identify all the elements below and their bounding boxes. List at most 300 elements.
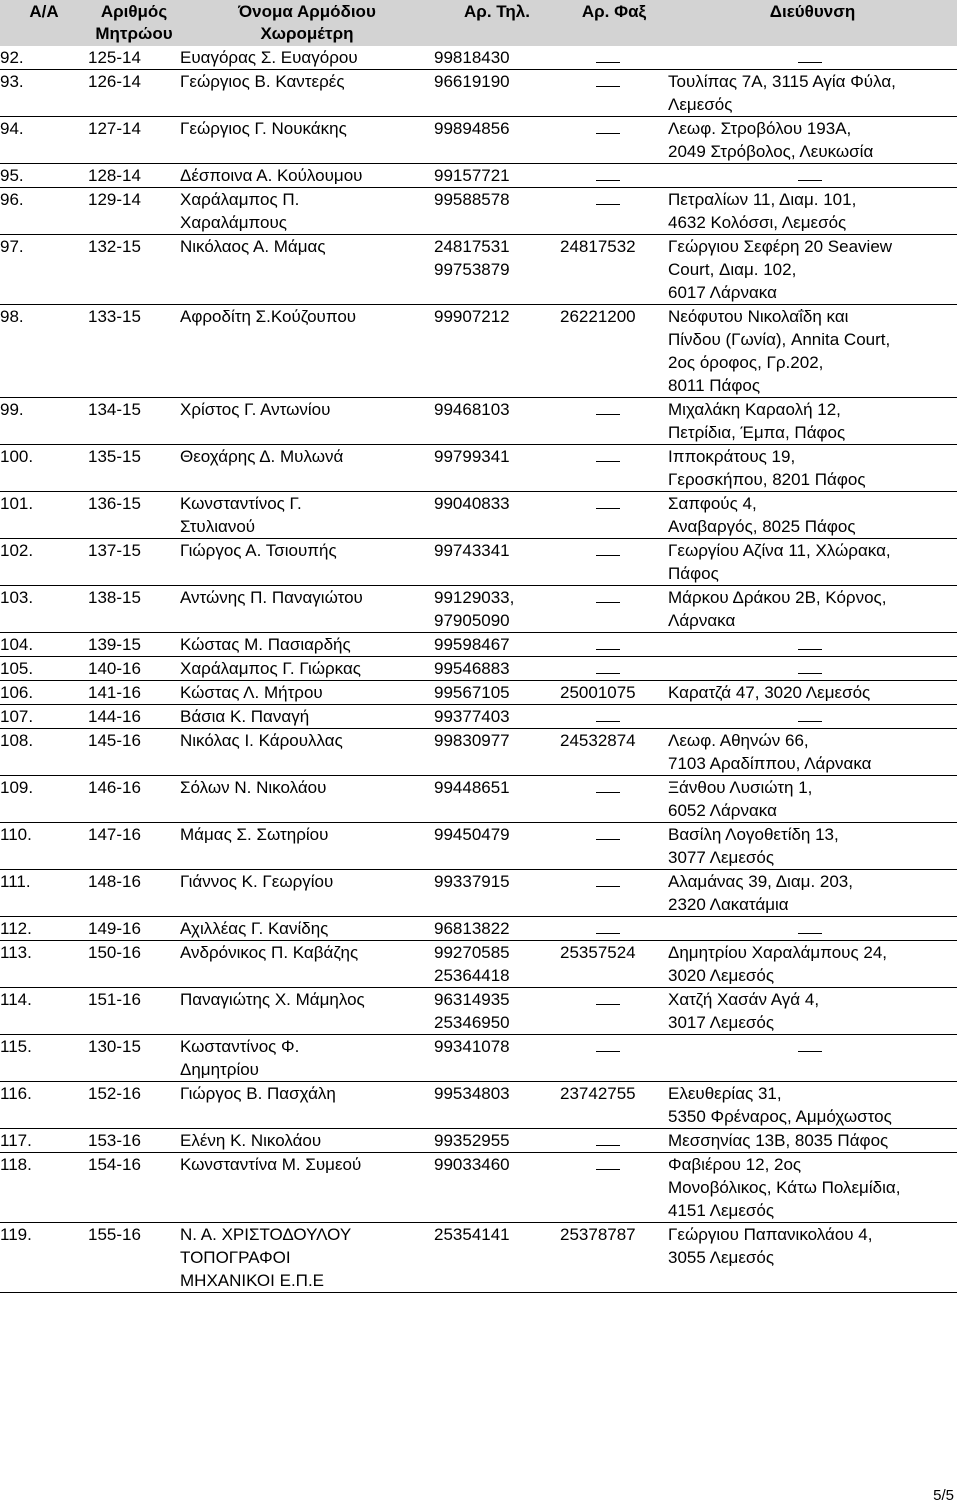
empty-field-line bbox=[596, 917, 620, 934]
telephone-line: 99337915 bbox=[434, 872, 510, 891]
telephone-cell bbox=[434, 586, 560, 633]
table-row bbox=[0, 1223, 957, 1293]
address-line: 5350 Φρέναρος, Αμμόχωστος bbox=[668, 1107, 892, 1126]
telephone-line: 96314935 bbox=[434, 990, 510, 1009]
telephone-line: 99588578 bbox=[434, 190, 510, 209]
address-line: Τουλίπας 7Α, 3115 Αγία Φύλα, bbox=[668, 72, 896, 91]
telephone-line: 99818430 bbox=[434, 48, 510, 67]
telephone-cell bbox=[434, 870, 560, 917]
empty-field-line bbox=[596, 117, 620, 134]
telephone-line: 24817531 bbox=[434, 237, 510, 256]
row-number-cell: 105. bbox=[0, 657, 88, 681]
telephone-line: 99341078 bbox=[434, 1037, 510, 1056]
row-number-cell: 119. bbox=[0, 1223, 88, 1293]
registry-number-cell: 138-15 bbox=[88, 586, 180, 633]
table-row bbox=[0, 681, 957, 705]
address-cell bbox=[668, 705, 957, 729]
surveyor-name-line: Κώστας Μ. Πασιαρδής bbox=[180, 635, 351, 654]
empty-field-line bbox=[596, 988, 620, 1005]
surveyor-name-line: Βάσια Κ. Παναγή bbox=[180, 707, 310, 726]
empty-field-line bbox=[596, 164, 620, 181]
fax-cell bbox=[560, 1153, 668, 1223]
empty-field-line bbox=[798, 46, 822, 63]
address-line: 2320 Λακατάμια bbox=[668, 895, 789, 914]
address-cell bbox=[668, 235, 957, 305]
telephone-cell bbox=[434, 941, 560, 988]
fax-cell bbox=[560, 776, 668, 823]
table-row bbox=[0, 305, 957, 398]
table-header bbox=[0, 0, 957, 46]
surveyor-name-cell bbox=[180, 117, 434, 164]
fax-cell bbox=[560, 46, 668, 70]
table-row bbox=[0, 1153, 957, 1223]
empty-field-line bbox=[798, 633, 822, 650]
address-line: Γεώργιου Σεφέρη 20 Seaview bbox=[668, 237, 893, 256]
telephone-cell bbox=[434, 70, 560, 117]
surveyor-name-line: Δημητρίου bbox=[180, 1060, 259, 1079]
empty-field-line bbox=[596, 870, 620, 887]
telephone-line: 25364418 bbox=[434, 966, 510, 985]
surveyor-name-line: Χρίστος Γ. Αντωνίου bbox=[180, 400, 331, 419]
registry-number-cell: 152-16 bbox=[88, 1082, 180, 1129]
address-line: 3055 Λεμεσός bbox=[668, 1248, 775, 1267]
address-line: 4151 Λεμεσός bbox=[668, 1201, 775, 1220]
table-row bbox=[0, 729, 957, 776]
row-number-cell: 101. bbox=[0, 492, 88, 539]
table-row bbox=[0, 492, 957, 539]
header-surveyor-name: Όνομα Αρμόδιου Χωρομέτρη bbox=[180, 0, 434, 46]
fax-line: 25001075 bbox=[560, 683, 636, 702]
surveyor-name-line: Δέσποινα Α. Κούλουμου bbox=[180, 166, 363, 185]
telephone-cell bbox=[434, 1082, 560, 1129]
surveyor-name-cell bbox=[180, 445, 434, 492]
address-cell bbox=[668, 46, 957, 70]
fax-cell bbox=[560, 164, 668, 188]
telephone-line: 99377403 bbox=[434, 707, 510, 726]
fax-cell bbox=[560, 235, 668, 305]
surveyor-name-cell bbox=[180, 633, 434, 657]
surveyor-name-line: Μάμας Σ. Σωτηρίου bbox=[180, 825, 329, 844]
telephone-cell bbox=[434, 917, 560, 941]
address-cell bbox=[668, 492, 957, 539]
surveyor-name-line: Στυλιανού bbox=[180, 517, 256, 536]
telephone-cell bbox=[434, 398, 560, 445]
row-number-cell: 109. bbox=[0, 776, 88, 823]
registry-number-cell: 141-16 bbox=[88, 681, 180, 705]
telephone-line: 96813822 bbox=[434, 919, 510, 938]
address-line: Πάφος bbox=[668, 564, 719, 583]
surveyor-name-line: Γεώργιος Β. Καντερές bbox=[180, 72, 345, 91]
row-number-cell: 106. bbox=[0, 681, 88, 705]
fax-cell bbox=[560, 1035, 668, 1082]
telephone-line: 25354141 bbox=[434, 1225, 510, 1244]
surveyor-name-line: Κώστας Λ. Μήτρου bbox=[180, 683, 323, 702]
registry-number-cell: 129-14 bbox=[88, 188, 180, 235]
address-cell bbox=[668, 870, 957, 917]
surveyor-name-cell bbox=[180, 1129, 434, 1153]
address-line: Λάρνακα bbox=[668, 611, 736, 630]
surveyor-name-cell bbox=[180, 917, 434, 941]
telephone-cell bbox=[434, 823, 560, 870]
surveyor-name-line: Χαράλαμπος Γ. Γιώρκας bbox=[180, 659, 361, 678]
page-number: 5/5 bbox=[933, 1487, 954, 1504]
empty-field-line bbox=[798, 917, 822, 934]
table-row bbox=[0, 117, 957, 164]
telephone-line: 99799341 bbox=[434, 447, 510, 466]
row-number-cell: 111. bbox=[0, 870, 88, 917]
telephone-line: 99352955 bbox=[434, 1131, 510, 1150]
surveyor-name-cell bbox=[180, 164, 434, 188]
empty-field-line bbox=[798, 1035, 822, 1052]
table-row bbox=[0, 823, 957, 870]
table-row bbox=[0, 1082, 957, 1129]
fax-cell bbox=[560, 633, 668, 657]
table-row bbox=[0, 46, 957, 70]
telephone-cell bbox=[434, 188, 560, 235]
header-telephone: Αρ. Τηλ. bbox=[434, 0, 560, 46]
row-number-cell: 103. bbox=[0, 586, 88, 633]
address-cell bbox=[668, 305, 957, 398]
address-line: Βασίλη Λογοθετίδη 13, bbox=[668, 825, 839, 844]
surveyor-name-line: Ανδρόνικος Π. Καβάζης bbox=[180, 943, 359, 962]
registry-number-cell: 137-15 bbox=[88, 539, 180, 586]
row-number-cell: 98. bbox=[0, 305, 88, 398]
surveyor-name-cell bbox=[180, 1223, 434, 1293]
table-row bbox=[0, 988, 957, 1035]
surveyor-name-cell bbox=[180, 188, 434, 235]
telephone-line: 99450479 bbox=[434, 825, 510, 844]
table-row bbox=[0, 633, 957, 657]
address-cell bbox=[668, 657, 957, 681]
table-row bbox=[0, 188, 957, 235]
fax-cell bbox=[560, 305, 668, 398]
empty-field-line bbox=[596, 823, 620, 840]
registry-number-cell: 125-14 bbox=[88, 46, 180, 70]
address-cell bbox=[668, 1082, 957, 1129]
telephone-cell bbox=[434, 235, 560, 305]
fax-cell bbox=[560, 70, 668, 117]
surveyor-name-cell bbox=[180, 705, 434, 729]
telephone-line: 99907212 bbox=[434, 307, 510, 326]
telephone-cell bbox=[434, 657, 560, 681]
surveyor-name-line: Κωσταντίνος Φ. bbox=[180, 1037, 300, 1056]
address-line: 3020 Λεμεσός bbox=[668, 966, 775, 985]
telephone-line: 99129033, bbox=[434, 588, 515, 607]
surveyor-name-line: Χαραλάμπους bbox=[180, 213, 287, 232]
header-fax: Αρ. Φαξ bbox=[560, 0, 668, 46]
address-line: Μιχαλάκη Καραολή 12, bbox=[668, 400, 841, 419]
address-line: Λεωφ. Στροβόλου 193Α, bbox=[668, 119, 852, 138]
telephone-line: 97905090 bbox=[434, 611, 510, 630]
surveyor-name-line: Γιώργος Α. Τσιουπής bbox=[180, 541, 337, 560]
address-line: Ελευθερίας 31, bbox=[668, 1084, 782, 1103]
surveyor-name-cell bbox=[180, 1082, 434, 1129]
surveyor-name-line: Νικόλαος Α. Μάμας bbox=[180, 237, 326, 256]
header-address: Διεύθυνση bbox=[668, 0, 957, 46]
row-number-cell: 108. bbox=[0, 729, 88, 776]
address-cell bbox=[668, 729, 957, 776]
table-row bbox=[0, 586, 957, 633]
registry-number-cell: 133-15 bbox=[88, 305, 180, 398]
address-cell bbox=[668, 941, 957, 988]
table-row bbox=[0, 539, 957, 586]
address-line: 3077 Λεμεσός bbox=[668, 848, 775, 867]
address-cell bbox=[668, 539, 957, 586]
surveyor-name-cell bbox=[180, 1035, 434, 1082]
row-number-cell: 92. bbox=[0, 46, 88, 70]
telephone-line: 99534803 bbox=[434, 1084, 510, 1103]
address-line: Γεροσκήπου, 8201 Πάφος bbox=[668, 470, 866, 489]
surveyor-name-cell bbox=[180, 586, 434, 633]
address-line: 8011 Πάφος bbox=[668, 376, 761, 395]
telephone-line: 99830977 bbox=[434, 731, 510, 750]
surveyor-name-cell bbox=[180, 398, 434, 445]
telephone-cell bbox=[434, 988, 560, 1035]
surveyor-name-line: ΜΗΧΑΝΙΚΟΙ Ε.Π.Ε bbox=[180, 1271, 325, 1290]
telephone-cell bbox=[434, 46, 560, 70]
fax-cell bbox=[560, 870, 668, 917]
surveyor-name-line: Αντώνης Π. Παναγιώτου bbox=[180, 588, 363, 607]
surveyor-name-line: Παναγιώτης Χ. Μάμηλος bbox=[180, 990, 365, 1009]
registry-number-cell: 140-16 bbox=[88, 657, 180, 681]
address-line: 2049 Στρόβολος, Λευκωσία bbox=[668, 142, 874, 161]
surveyor-name-cell bbox=[180, 235, 434, 305]
address-line: Αναβαργός, 8025 Πάφος bbox=[668, 517, 856, 536]
surveyor-name-line: Χαράλαμπος Π. bbox=[180, 190, 300, 209]
registry-number-cell: 148-16 bbox=[88, 870, 180, 917]
address-line: Καρατζά 47, 3020 Λεμεσός bbox=[668, 683, 871, 702]
fax-line: 23742755 bbox=[560, 1084, 636, 1103]
empty-field-line bbox=[798, 705, 822, 722]
telephone-line: 99468103 bbox=[434, 400, 510, 419]
address-line: Λεμεσός bbox=[668, 95, 733, 114]
table-body bbox=[0, 46, 957, 1293]
address-cell bbox=[668, 188, 957, 235]
telephone-line: 99546883 bbox=[434, 659, 510, 678]
address-line: Δημητρίου Χαραλάμπους 24, bbox=[668, 943, 888, 962]
table-row bbox=[0, 1129, 957, 1153]
empty-field-line bbox=[596, 776, 620, 793]
table-row bbox=[0, 70, 957, 117]
row-number-cell: 107. bbox=[0, 705, 88, 729]
empty-field-line bbox=[596, 539, 620, 556]
row-number-cell: 104. bbox=[0, 633, 88, 657]
telephone-cell bbox=[434, 705, 560, 729]
address-cell bbox=[668, 117, 957, 164]
fax-cell bbox=[560, 941, 668, 988]
empty-field-line bbox=[596, 46, 620, 63]
fax-cell bbox=[560, 445, 668, 492]
telephone-cell bbox=[434, 729, 560, 776]
row-number-cell: 94. bbox=[0, 117, 88, 164]
fax-cell bbox=[560, 1223, 668, 1293]
telephone-line: 99743341 bbox=[434, 541, 510, 560]
row-number-cell: 96. bbox=[0, 188, 88, 235]
address-line: 6052 Λάρνακα bbox=[668, 801, 777, 820]
surveyor-name-line: Νικόλας Ι. Κάρουλλας bbox=[180, 731, 343, 750]
telephone-line: 99598467 bbox=[434, 635, 510, 654]
telephone-line: 99567105 bbox=[434, 683, 510, 702]
surveyor-name-line: Κωνσταντίνα Μ. Συμεού bbox=[180, 1155, 362, 1174]
fax-line: 24532874 bbox=[560, 731, 636, 750]
surveyor-name-cell bbox=[180, 776, 434, 823]
surveyor-name-cell bbox=[180, 70, 434, 117]
telephone-cell bbox=[434, 117, 560, 164]
empty-field-line bbox=[798, 164, 822, 181]
registry-number-cell: 155-16 bbox=[88, 1223, 180, 1293]
fax-line: 26221200 bbox=[560, 307, 636, 326]
address-line: Ιπποκράτους 19, bbox=[668, 447, 796, 466]
registry-number-cell: 134-15 bbox=[88, 398, 180, 445]
telephone-cell bbox=[434, 681, 560, 705]
surveyor-name-cell bbox=[180, 941, 434, 988]
surveyor-name-cell bbox=[180, 539, 434, 586]
registry-number-cell: 128-14 bbox=[88, 164, 180, 188]
telephone-line: 99448651 bbox=[434, 778, 510, 797]
address-cell bbox=[668, 70, 957, 117]
address-cell bbox=[668, 1223, 957, 1293]
address-cell bbox=[668, 445, 957, 492]
table-row bbox=[0, 705, 957, 729]
telephone-line: 96619190 bbox=[434, 72, 510, 91]
telephone-line: 99157721 bbox=[434, 166, 510, 185]
surveyor-name-cell bbox=[180, 657, 434, 681]
address-line: Αλαμάνας 39, Διαμ. 203, bbox=[668, 872, 853, 891]
registry-number-cell: 146-16 bbox=[88, 776, 180, 823]
surveyor-name-cell bbox=[180, 988, 434, 1035]
fax-line: 24817532 bbox=[560, 237, 636, 256]
empty-field-line bbox=[596, 586, 620, 603]
telephone-cell bbox=[434, 539, 560, 586]
table-row bbox=[0, 164, 957, 188]
registry-number-cell: 149-16 bbox=[88, 917, 180, 941]
address-line: Μονοβόλικος, Κάτω Πολεμίδια, bbox=[668, 1178, 901, 1197]
address-line: Μεσσηνίας 13Β, 8035 Πάφος bbox=[668, 1131, 889, 1150]
surveyor-name-cell bbox=[180, 1153, 434, 1223]
empty-field-line bbox=[596, 633, 620, 650]
telephone-line: 99753879 bbox=[434, 260, 510, 279]
address-cell bbox=[668, 1153, 957, 1223]
table-row bbox=[0, 657, 957, 681]
telephone-cell bbox=[434, 1223, 560, 1293]
surveyor-name-line: Θεοχάρης Δ. Μυλωνά bbox=[180, 447, 344, 466]
empty-field-line bbox=[596, 70, 620, 87]
surveyor-name-cell bbox=[180, 492, 434, 539]
table-row bbox=[0, 235, 957, 305]
address-line: Νεόφυτου Νικολαΐδη και bbox=[668, 307, 849, 326]
registry-number-cell: 147-16 bbox=[88, 823, 180, 870]
fax-cell bbox=[560, 988, 668, 1035]
registry-number-cell: 126-14 bbox=[88, 70, 180, 117]
surveyor-name-cell bbox=[180, 305, 434, 398]
empty-field-line bbox=[596, 188, 620, 205]
fax-cell bbox=[560, 188, 668, 235]
registry-number-cell: 151-16 bbox=[88, 988, 180, 1035]
empty-field-line bbox=[798, 657, 822, 674]
empty-field-line bbox=[596, 705, 620, 722]
surveyor-name-line: Ν. Α. ΧΡΙΣΤΟΔΟΥΛΟΥ bbox=[180, 1225, 352, 1244]
address-line: Φαβιέρου 12, 2ος bbox=[668, 1155, 802, 1174]
surveyor-name-cell bbox=[180, 681, 434, 705]
row-number-cell: 99. bbox=[0, 398, 88, 445]
fax-cell bbox=[560, 705, 668, 729]
address-cell bbox=[668, 633, 957, 657]
address-line: Γεωργίου Αζίνα 11, Χλώρακα, bbox=[668, 541, 891, 560]
address-line: Πίνδου (Γωνία), Annita Court, bbox=[668, 330, 891, 349]
address-line: Ξάνθου Λυσιώτη 1, bbox=[668, 778, 813, 797]
table-row bbox=[0, 1035, 957, 1082]
table-row bbox=[0, 917, 957, 941]
fax-line: 25378787 bbox=[560, 1225, 636, 1244]
registry-number-cell: 144-16 bbox=[88, 705, 180, 729]
row-number-cell: 95. bbox=[0, 164, 88, 188]
fax-cell bbox=[560, 492, 668, 539]
table-row bbox=[0, 941, 957, 988]
address-line: Πετραλίων 11, Διαμ. 101, bbox=[668, 190, 857, 209]
empty-field-line bbox=[596, 1129, 620, 1146]
fax-cell bbox=[560, 657, 668, 681]
surveyor-name-cell bbox=[180, 870, 434, 917]
fax-cell bbox=[560, 117, 668, 164]
surveyor-name-line: Γεώργιος Γ. Νουκάκης bbox=[180, 119, 347, 138]
row-number-cell: 113. bbox=[0, 941, 88, 988]
surveyor-name-line: Γιάννος Κ. Γεωργίου bbox=[180, 872, 334, 891]
row-number-cell: 100. bbox=[0, 445, 88, 492]
address-cell bbox=[668, 398, 957, 445]
table-row bbox=[0, 445, 957, 492]
telephone-line: 99894856 bbox=[434, 119, 510, 138]
empty-field-line bbox=[596, 657, 620, 674]
address-line: 6017 Λάρνακα bbox=[668, 283, 777, 302]
empty-field-line bbox=[596, 398, 620, 415]
telephone-cell bbox=[434, 633, 560, 657]
fax-cell bbox=[560, 917, 668, 941]
row-number-cell: 112. bbox=[0, 917, 88, 941]
address-cell bbox=[668, 776, 957, 823]
surveyor-name-cell bbox=[180, 823, 434, 870]
surveyor-name-line: Αχιλλέας Γ. Κανίδης bbox=[180, 919, 329, 938]
row-number-cell: 97. bbox=[0, 235, 88, 305]
registry-number-cell: 135-15 bbox=[88, 445, 180, 492]
row-number-cell: 117. bbox=[0, 1129, 88, 1153]
address-cell bbox=[668, 681, 957, 705]
address-line: 4632 Κολόσσι, Λεμεσός bbox=[668, 213, 847, 232]
table-row bbox=[0, 776, 957, 823]
row-number-cell: 116. bbox=[0, 1082, 88, 1129]
fax-cell bbox=[560, 729, 668, 776]
address-line: Λεωφ. Αθηνών 66, bbox=[668, 731, 809, 750]
address-cell bbox=[668, 164, 957, 188]
registry-number-cell: 130-15 bbox=[88, 1035, 180, 1082]
empty-field-line bbox=[596, 445, 620, 462]
header-aa: Α/Α bbox=[0, 0, 88, 46]
address-line: Χατζή Χασάν Αγά 4, bbox=[668, 990, 820, 1009]
empty-field-line bbox=[596, 1153, 620, 1170]
registry-number-cell: 150-16 bbox=[88, 941, 180, 988]
row-number-cell: 118. bbox=[0, 1153, 88, 1223]
row-number-cell: 102. bbox=[0, 539, 88, 586]
address-cell bbox=[668, 988, 957, 1035]
address-line: Court, Διαμ. 102, bbox=[668, 260, 797, 279]
registry-number-cell: 139-15 bbox=[88, 633, 180, 657]
surveyor-name-line: ΤΟΠΟΓΡΑΦΟΙ bbox=[180, 1248, 291, 1267]
telephone-cell bbox=[434, 776, 560, 823]
table-row bbox=[0, 398, 957, 445]
telephone-cell bbox=[434, 164, 560, 188]
fax-cell bbox=[560, 1082, 668, 1129]
surveyor-name-cell bbox=[180, 729, 434, 776]
surveyor-name-line: Κωνσταντίνος Γ. bbox=[180, 494, 302, 513]
